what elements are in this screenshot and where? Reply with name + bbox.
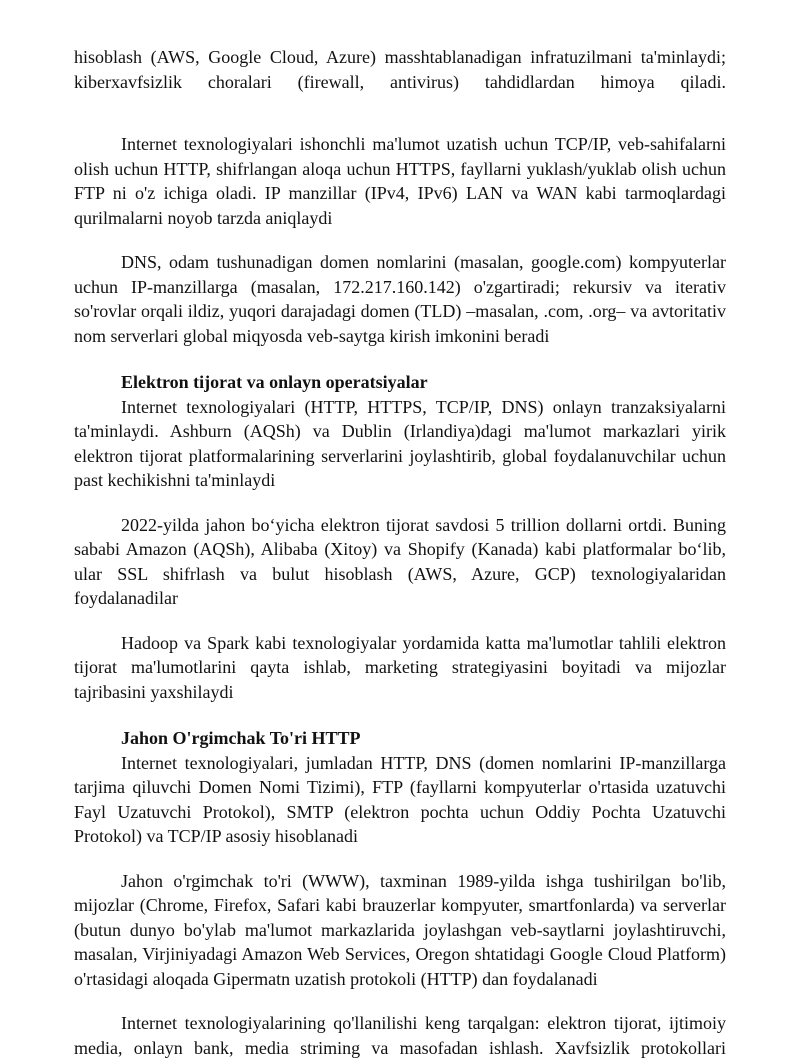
- section-heading-www: Jahon O'rgimchak To'ri HTTP: [121, 728, 361, 748]
- paragraph-continuation: [74, 45, 726, 94]
- paragraph-3: Internet texnologiyalari (HTTP, HTTPS, TCP/IP, DNS) onlayn tranzaksiyalarni ta'minlaydi. Ashburn (AQSh) va Dublin (Irlandiya)dagi ma'lumot markazlari yirik elektron tijorat platformalarining serverlarini joylashtirib, global foydalanuvchilar uchun past kechikishni ta'minlaydi: [74, 396, 726, 490]
- paragraph-4: 2022-yilda jahon bo‘yicha elektron tijorat savdosi 5 trillion dollarni ortdi. Buning sababi Amazon (AQSh), Alibaba (Xitoy) va Shopify (Kanada) kabi platformalar bo‘lib, ular SSL shifrlash va bulut hisoblash (AWS, Azure, GCP) texnologiyalaridan foydalanadilar: [74, 514, 726, 608]
- paragraph-6: Internet texnologiyalari, jumladan HTTP, DNS (domen nomlarini IP-manzillarga tarjima qiluvchi Domen Nomi Tizimi), FTP (fayllarni kompyuterlar o'rtasida uzatuvchi Fayl Uzatuvchi Protokol), SMTP (elektron pochta uchun Oddiy Pochta Uzatuvchi Protokol) va TCP/IP asosiy hisoblanadi: [74, 752, 726, 846]
- paragraph-2: DNS, odam tushunadigan domen nomlarini (masalan, google.com) kompyuterlar uchun IP-manzillarga (masalan, 172.217.160.142) o'zgartiradi; rekursiv va iterativ so'rovlar orqali ildiz, yuqori darajadagi domen (TLD) –masalan, .com, .org– va avtoritativ nom serverlari global miqyosda veb-saytga kirish imkonini beradi: [74, 252, 726, 346]
- paragraph-7: Jahon o'rgimchak to'ri (WWW), taxminan 1989-yilda ishga tushirilgan bo'lib, mijozlar (Chrome, Firefox, Safari kabi brauzerlar kompyuter, smartfonlarda) va serverlar (butun dunyo bo'ylab ma'lumot markazlarida joylashgan veb-saytlarni joylashtiruvchi, masalan, Virjiniyadagi Amazon Web Services, Oregon shtatidagi Google Cloud Platform) o'rtasidagi aloqada Gipermatn uzatish protokoli (HTTP) dan foydalanadi: [74, 870, 726, 989]
- paragraph-0: hisoblash (AWS, Google Cloud, Azure) masshtablanadigan infratuzilmani ta'minlaydi; kiberxavfsizlik choralari (firewall, antivirus) tahdidlardan himoya qiladi.: [74, 47, 726, 92]
- section-heading-ecommerce: Elektron tijorat va onlayn operatsiyalar: [121, 372, 428, 392]
- paragraph-5: Hadoop va Spark kabi texnologiyalar yordamida katta ma'lumotlar tahlili elektron tijorat ma'lumotlarini qayta ishlab, marketing strategiyasini boyitadi va mijozlar tajribasini yaxshilaydi: [74, 632, 726, 702]
- paragraph-1: Internet texnologiyalari ishonchli ma'lumot uzatish uchun TCP/IP, veb-sahifalarni olish uchun HTTP, shifrlangan aloqa uchun HTTPS, fayllarni yuklash/yuklab olish uchun FTP ni o'z ichiga oladi. IP manzillar (IPv4, IPv6) LAN va WAN kabi tarmoqlardagi qurilmalarni noyob tarzda aniqlaydi: [74, 134, 726, 228]
- paragraph-8: Internet texnologiyalarining qo'llanilishi keng tarqalgan: elektron tijorat, ijtimoiy media, onlayn bank, media striming va masofadan ishlash. Xavfsizlik protokollari: [74, 1013, 726, 1058]
